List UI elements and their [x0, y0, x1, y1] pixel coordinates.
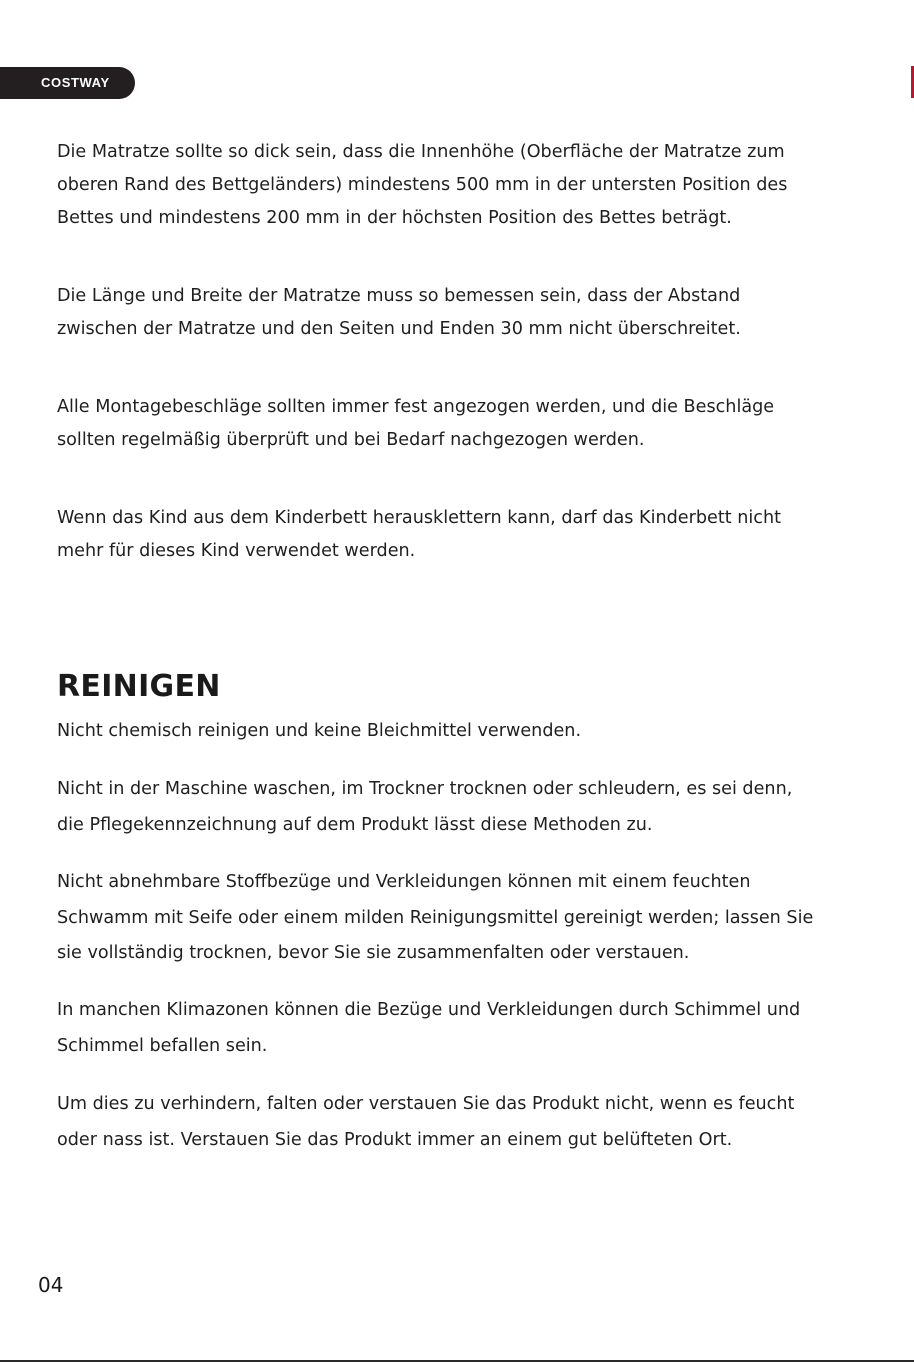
- paragraph-fittings: Alle Montagebeschläge sollten immer fest angezogen werden, und die Beschläge sollten regelmäßig überprüft und bei Bedarf nachgezogen werden.: [57, 397, 775, 450]
- page-number: 04: [38, 1273, 64, 1297]
- paragraph-mold-warning: In manchen Klimazonen können die Bezüge und Verkleidungen durch Schimmel und Schimmel befallen sein.: [57, 1000, 801, 1056]
- section-heading-cleaning: REINIGEN: [57, 669, 221, 704]
- brand-logo-tab: COSTWAY: [0, 67, 135, 99]
- paragraph-sponge-cleaning: Nicht abnehmbare Stoffbezüge und Verkleidungen können mit einem feuchten Schwamm mit Seife oder einem milden Reinigungsmittel gereinigt werden; lassen Sie sie vollständig trocknen, bevor Sie sie zusammenfalten oder verstauen.: [57, 872, 814, 963]
- paragraph-storage-advice: Um dies zu verhindern, falten oder verstauen Sie das Produkt nicht, wenn es feucht oder nass ist. Verstauen Sie das Produkt immer an einem gut belüfteten Ort.: [57, 1094, 795, 1150]
- paragraph-child-climbing: Wenn das Kind aus dem Kinderbett herausklettern kann, darf das Kinderbett nicht mehr für dieses Kind verwendet werden.: [57, 508, 781, 561]
- paragraph-mattress-thickness: Die Matratze sollte so dick sein, dass die Innenhöhe (Oberfläche der Matratze zum oberen Rand des Bettgeländers) mindestens 500 mm in der untersten Position des Bettes und mindestens 200 mm in der höchsten Position des Bettes beträgt.: [57, 142, 788, 228]
- paragraph-no-machine-wash: Nicht in der Maschine waschen, im Trockner trocknen oder schleudern, es sei denn, die Pflegekennzeichnung auf dem Produkt lässt diese Methoden zu.: [57, 779, 793, 835]
- paragraph-mattress-size: Die Länge und Breite der Matratze muss so bemessen sein, dass der Abstand zwischen der Matratze und den Seiten und Enden 30 mm nicht überschreitet.: [57, 286, 741, 339]
- paragraph-no-chemical-cleaning: Nicht chemisch reinigen und keine Bleichmittel verwenden.: [57, 721, 582, 741]
